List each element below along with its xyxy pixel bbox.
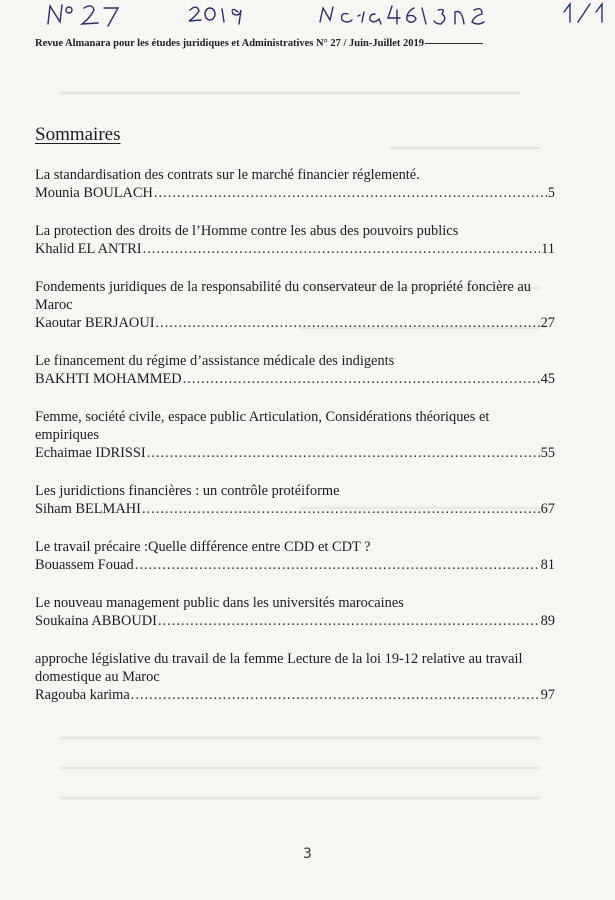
article-author: Kaoutar BERJAOUI bbox=[35, 315, 155, 331]
page-number: 5 bbox=[547, 185, 555, 201]
article-title: Le nouveau management public dans les universités marocaines bbox=[35, 595, 404, 611]
leader-dots bbox=[183, 370, 540, 388]
page-number: 11 bbox=[541, 241, 555, 257]
journal-header-text: Revue Almanara pour les études juridiques et Administratives N° 27 / Juin-Juillet 2019 bbox=[35, 38, 425, 49]
toc-entry bbox=[35, 538, 555, 574]
article-author: Bouassem Fouad bbox=[35, 557, 134, 573]
page-number: 67 bbox=[540, 501, 555, 517]
toc-entry bbox=[35, 278, 555, 332]
toc-entry bbox=[35, 650, 555, 704]
leader-dots bbox=[135, 556, 540, 574]
leader-dots bbox=[142, 500, 540, 518]
page-number: 45 bbox=[540, 371, 555, 387]
toc-entry bbox=[35, 166, 555, 202]
header-rule bbox=[425, 43, 483, 44]
article-title: Le travail précaire :Quelle différence entre CDD et CDT ? bbox=[35, 539, 371, 555]
page-number: 27 bbox=[540, 315, 555, 331]
leader-dots bbox=[143, 240, 541, 258]
page-number: 55 bbox=[540, 445, 555, 461]
toc-entry bbox=[35, 352, 555, 388]
article-author: Echaimae IDRISSI bbox=[35, 445, 146, 461]
page-number: 97 bbox=[540, 687, 555, 703]
article-author: BAKHTI MOHAMMED bbox=[35, 371, 182, 387]
article-title: La protection des droits de l’Homme contre les abus des pouvoirs publics bbox=[35, 223, 459, 239]
article-author: Soukaina ABBOUDI bbox=[35, 613, 157, 629]
article-title: La standardisation des contrats sur le marché financier réglementé. bbox=[35, 167, 420, 183]
leader-dots bbox=[154, 184, 547, 202]
table-of-contents bbox=[35, 166, 555, 704]
article-title: Fondements juridiques de la responsabilité du conservateur de la propriété foncière au Maroc bbox=[35, 279, 531, 313]
article-title: approche législative du travail de la femme Lecture de la loi 19-12 relative au travail domestique au Maroc bbox=[35, 651, 523, 685]
page-number: 81 bbox=[540, 557, 555, 573]
leader-dots bbox=[131, 686, 540, 704]
leader-dots bbox=[158, 612, 540, 630]
article-author: Ragouba karima bbox=[35, 687, 130, 703]
article-author: Siham BELMAHI bbox=[35, 501, 141, 517]
toc-entry bbox=[35, 222, 555, 258]
folio-page-number: 3 bbox=[303, 846, 312, 862]
article-author: Mounia BOULACH bbox=[35, 185, 153, 201]
article-author: Khalid EL ANTRI bbox=[35, 241, 142, 257]
article-title: Le financement du régime d’assistance médicale des indigents bbox=[35, 353, 395, 369]
toc-entry bbox=[35, 408, 555, 462]
page-number: 89 bbox=[540, 613, 555, 629]
leader-dots bbox=[147, 444, 540, 462]
page-title: Sommaires bbox=[35, 124, 121, 145]
article-title: Femme, société civile, espace public Articulation, Considérations théoriques et empiriques bbox=[35, 409, 490, 443]
handwritten-annotation bbox=[0, 0, 615, 40]
toc-entry bbox=[35, 482, 555, 518]
journal-header bbox=[35, 38, 483, 49]
leader-dots bbox=[156, 314, 540, 332]
article-title: Les juridictions financières : un contrôle protéiforme bbox=[35, 483, 340, 499]
toc-entry bbox=[35, 594, 555, 630]
